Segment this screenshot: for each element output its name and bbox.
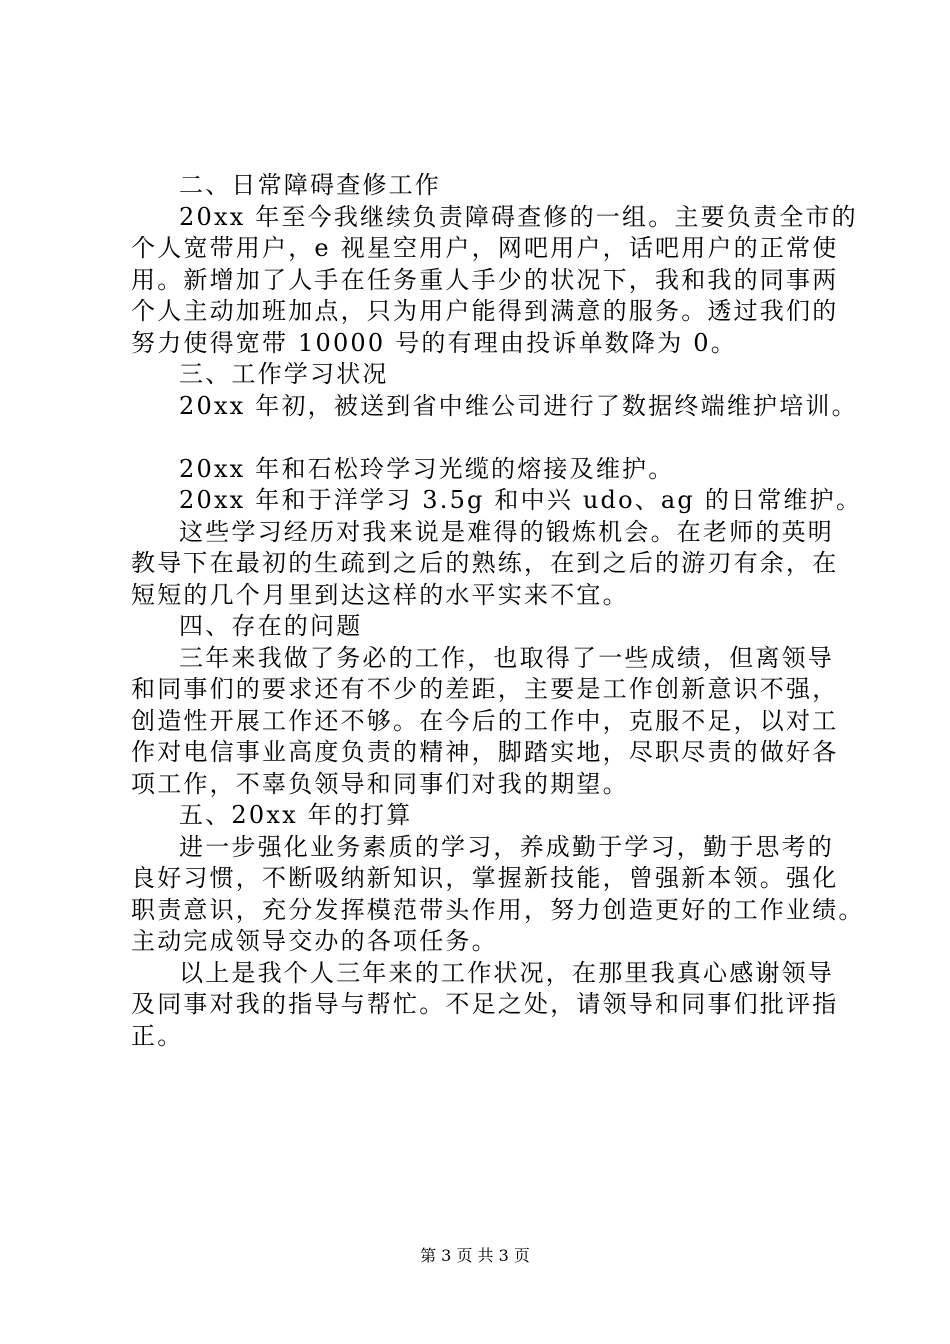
paragraph-line: 主动完成领导交办的各项任务。: [131, 927, 498, 955]
paragraph-line: 三年来我做了务必的工作，也取得了一些成绩，但离领导: [179, 643, 834, 672]
paragraph-line: 及同事对我的指导与帮忙。不足之处，请领导和同事们批评指: [131, 990, 839, 1018]
section-heading-3: 三、工作学习状况: [179, 360, 389, 388]
paragraph-line: 努力使得宽带 10000 号的有理由投诉单数降为 0。: [131, 328, 737, 357]
paragraph-line: 20xx 年和石松玲学习光缆的熔接及维护。: [179, 454, 675, 483]
section-heading-5: 五、20xx 年的打算: [179, 801, 413, 829]
paragraph-line: 正。: [131, 1021, 184, 1050]
paragraph-line: 20xx 年初，被送到省中维公司进行了数据终端维护培训。: [179, 391, 858, 420]
blank-line: [131, 422, 831, 454]
section-heading-2: 二、日常障碍查修工作: [179, 171, 441, 199]
paragraph-line: 教导下在最初的生疏到之后的熟练，在到之后的游刃有余，在: [131, 549, 839, 577]
paragraph-line: 20xx 年至今我继续负责障碍查修的一组。主要负责全市的: [179, 202, 858, 231]
page-number-footer: 第 3 页 共 3 页: [420, 1246, 530, 1265]
paragraph-line: 20xx 年和于洋学习 3.5g 和中兴 udo、ag 的日常维护。: [179, 486, 863, 514]
paragraph-line: 和同事们的要求还有不少的差距，主要是工作创新意识不强，: [131, 675, 839, 703]
paragraph-line: 个人主动加班加点，只为用户能得到满意的服务。透过我们的: [131, 297, 839, 325]
paragraph-line: 这些学习经历对我来说是难得的锻炼机会。在老师的英明: [179, 517, 834, 546]
paragraph-line: 个人宽带用户，e 视星空用户，网吧用户，话吧用户的正常使: [131, 234, 839, 262]
paragraph-line: 作对电信事业高度负责的精神，脚踏实地，尽职尽责的做好各: [131, 738, 839, 766]
paragraph-line: 职责意识，充分发挥模范带头作用，努力创造更好的工作业绩。: [131, 895, 865, 924]
paragraph-line: 用。新增加了人手在任务重人手少的状况下，我和我的同事两: [131, 265, 839, 294]
paragraph-line: 以上是我个人三年来的工作状况，在那里我真心感谢领导: [179, 958, 834, 987]
paragraph-line: 项工作，不辜负领导和同事们对我的期望。: [131, 769, 629, 798]
paragraph-line: 创造性开展工作还不够。在今后的工作中，克服不足，以对工: [131, 706, 839, 735]
paragraph-line: 进一步强化业务素质的学习，养成勤于学习，勤于思考的: [179, 832, 834, 861]
document-body: [131, 170, 865, 1052]
paragraph-line: 良好习惯，不断吸纳新知识，掌握新技能，曾强新本领。强化: [131, 864, 839, 892]
paragraph-line: 短短的几个月里到达这样的水平实来不宜。: [131, 580, 629, 609]
section-heading-4: 四、存在的问题: [179, 612, 363, 640]
